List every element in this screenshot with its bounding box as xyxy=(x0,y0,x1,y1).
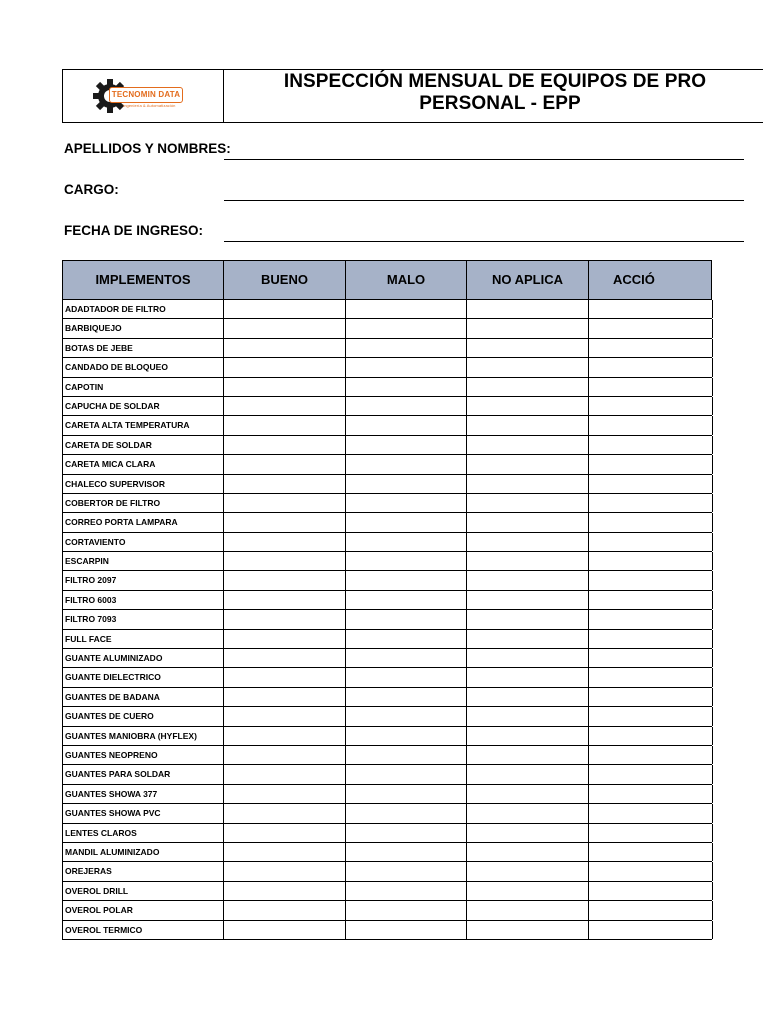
no-aplica-cell[interactable] xyxy=(467,455,589,473)
title-line-2: PERSONAL - EPP xyxy=(419,93,581,114)
malo-cell[interactable] xyxy=(346,901,467,919)
table-row xyxy=(62,610,712,629)
table-row xyxy=(62,785,712,804)
bueno-cell[interactable] xyxy=(224,862,346,880)
no-aplica-cell[interactable] xyxy=(467,649,589,667)
column-header-accion: ACCIÓ xyxy=(613,272,655,287)
page-title xyxy=(225,71,765,115)
accion-cell[interactable] xyxy=(589,746,713,764)
no-aplica-cell[interactable] xyxy=(467,804,589,822)
no-aplica-cell[interactable] xyxy=(467,882,589,900)
table-row xyxy=(62,339,712,358)
item-name-cell: GUANTES DE CUERO xyxy=(63,707,224,725)
table-row xyxy=(62,882,712,901)
malo-cell[interactable] xyxy=(346,707,467,725)
column-header-malo: MALO xyxy=(346,261,467,299)
item-name-cell: BOTAS DE JEBE xyxy=(63,339,224,357)
malo-cell[interactable] xyxy=(346,591,467,609)
no-aplica-cell[interactable] xyxy=(467,785,589,803)
table-row xyxy=(62,746,712,765)
no-aplica-cell[interactable] xyxy=(467,610,589,628)
no-aplica-cell[interactable] xyxy=(467,843,589,861)
bueno-cell[interactable] xyxy=(224,339,346,357)
accion-cell[interactable] xyxy=(589,319,713,337)
table-row xyxy=(62,901,712,920)
bueno-cell[interactable] xyxy=(224,843,346,861)
accion-cell[interactable] xyxy=(589,358,713,376)
bueno-cell[interactable] xyxy=(224,824,346,842)
no-aplica-cell[interactable] xyxy=(467,688,589,706)
table-row xyxy=(62,552,712,571)
no-aplica-cell[interactable] xyxy=(467,668,589,686)
table-row xyxy=(62,804,712,823)
no-aplica-cell[interactable] xyxy=(467,416,589,434)
malo-cell[interactable] xyxy=(346,921,467,939)
malo-cell[interactable] xyxy=(346,378,467,396)
accion-cell[interactable] xyxy=(589,300,713,318)
malo-cell[interactable] xyxy=(346,610,467,628)
accion-cell[interactable] xyxy=(589,571,713,589)
logo-subtext: Ingeniería & Automatización xyxy=(123,103,176,108)
item-name-cell: GUANTES SHOWA 377 xyxy=(63,785,224,803)
table-row xyxy=(62,494,712,513)
accion-cell[interactable] xyxy=(589,649,713,667)
bueno-cell[interactable] xyxy=(224,591,346,609)
item-name-cell: OVEROL POLAR xyxy=(63,901,224,919)
table-row xyxy=(62,416,712,435)
item-name-cell: ESCARPIN xyxy=(63,552,224,570)
accion-cell[interactable] xyxy=(589,397,713,415)
table-row xyxy=(62,921,712,940)
accion-cell[interactable] xyxy=(589,455,713,473)
malo-cell[interactable] xyxy=(346,571,467,589)
malo-cell[interactable] xyxy=(346,513,467,531)
accion-cell[interactable] xyxy=(589,707,713,725)
table-row xyxy=(62,688,712,707)
accion-cell[interactable] xyxy=(589,727,713,745)
accion-cell[interactable] xyxy=(589,785,713,803)
item-name-cell: OVEROL TERMICO xyxy=(63,921,224,939)
item-name-cell: CANDADO DE BLOQUEO xyxy=(63,358,224,376)
malo-cell[interactable] xyxy=(346,765,467,783)
item-name-cell: OREJERAS xyxy=(63,862,224,880)
item-name-cell: CAPUCHA DE SOLDAR xyxy=(63,397,224,415)
no-aplica-cell[interactable] xyxy=(467,901,589,919)
bueno-cell[interactable] xyxy=(224,455,346,473)
bueno-cell[interactable] xyxy=(224,475,346,493)
bueno-cell[interactable] xyxy=(224,552,346,570)
accion-cell[interactable] xyxy=(589,513,713,531)
malo-cell[interactable] xyxy=(346,630,467,648)
malo-cell[interactable] xyxy=(346,552,467,570)
bueno-cell[interactable] xyxy=(224,416,346,434)
bueno-cell[interactable] xyxy=(224,765,346,783)
accion-cell[interactable] xyxy=(589,416,713,434)
table-row xyxy=(62,765,712,784)
bueno-cell[interactable] xyxy=(224,921,346,939)
accion-cell[interactable] xyxy=(589,610,713,628)
no-aplica-cell[interactable] xyxy=(467,513,589,531)
malo-cell[interactable] xyxy=(346,785,467,803)
item-name-cell: CAPOTIN xyxy=(63,378,224,396)
field-line-cargo[interactable] xyxy=(224,200,744,201)
no-aplica-cell[interactable] xyxy=(467,746,589,764)
item-name-cell: MANDIL ALUMINIZADO xyxy=(63,843,224,861)
item-name-cell: FILTRO 7093 xyxy=(63,610,224,628)
logo-cell xyxy=(63,70,224,122)
malo-cell[interactable] xyxy=(346,436,467,454)
no-aplica-cell[interactable] xyxy=(467,397,589,415)
bueno-cell[interactable] xyxy=(224,533,346,551)
accion-cell[interactable] xyxy=(589,688,713,706)
malo-cell[interactable] xyxy=(346,862,467,880)
malo-cell[interactable] xyxy=(346,416,467,434)
column-header-implementos: IMPLEMENTOS xyxy=(63,261,224,299)
no-aplica-cell[interactable] xyxy=(467,475,589,493)
no-aplica-cell[interactable] xyxy=(467,436,589,454)
logo-text: TECNOMIN DATA xyxy=(109,87,183,103)
bueno-cell[interactable] xyxy=(224,746,346,764)
item-name-cell: FULL FACE xyxy=(63,630,224,648)
no-aplica-cell[interactable] xyxy=(467,494,589,512)
malo-cell[interactable] xyxy=(346,339,467,357)
malo-cell[interactable] xyxy=(346,882,467,900)
accion-cell[interactable] xyxy=(589,475,713,493)
no-aplica-cell[interactable] xyxy=(467,824,589,842)
item-name-cell: CARETA ALTA TEMPERATURA xyxy=(63,416,224,434)
accion-cell[interactable] xyxy=(589,668,713,686)
malo-cell[interactable] xyxy=(346,746,467,764)
accion-cell[interactable] xyxy=(589,436,713,454)
malo-cell[interactable] xyxy=(346,300,467,318)
accion-cell[interactable] xyxy=(589,494,713,512)
table-row xyxy=(62,436,712,455)
item-name-cell: FILTRO 2097 xyxy=(63,571,224,589)
accion-cell[interactable] xyxy=(589,552,713,570)
bueno-cell[interactable] xyxy=(224,649,346,667)
malo-cell[interactable] xyxy=(346,668,467,686)
accion-cell[interactable] xyxy=(589,765,713,783)
item-name-cell: FILTRO 6003 xyxy=(63,591,224,609)
table-row xyxy=(62,513,712,532)
no-aplica-cell[interactable] xyxy=(467,591,589,609)
item-name-cell: GUANTES MANIOBRA (HYFLEX) xyxy=(63,727,224,745)
item-name-cell: CORREO PORTA LAMPARA xyxy=(63,513,224,531)
malo-cell[interactable] xyxy=(346,727,467,745)
table-row xyxy=(62,630,712,649)
no-aplica-cell[interactable] xyxy=(467,765,589,783)
accion-cell[interactable] xyxy=(589,339,713,357)
no-aplica-cell[interactable] xyxy=(467,300,589,318)
table-row xyxy=(62,824,712,843)
table-row xyxy=(62,591,712,610)
item-name-cell: GUANTE DIELECTRICO xyxy=(63,668,224,686)
accion-cell[interactable] xyxy=(589,533,713,551)
bueno-cell[interactable] xyxy=(224,378,346,396)
item-name-cell: LENTES CLAROS xyxy=(63,824,224,842)
accion-cell[interactable] xyxy=(589,862,713,880)
malo-cell[interactable] xyxy=(346,397,467,415)
bueno-cell[interactable] xyxy=(224,707,346,725)
bueno-cell[interactable] xyxy=(224,804,346,822)
accion-cell[interactable] xyxy=(589,804,713,822)
no-aplica-cell[interactable] xyxy=(467,319,589,337)
table-row xyxy=(62,649,712,668)
no-aplica-cell[interactable] xyxy=(467,358,589,376)
item-name-cell: GUANTES NEOPRENO xyxy=(63,746,224,764)
table-row xyxy=(62,475,712,494)
item-name-cell: GUANTES DE BADANA xyxy=(63,688,224,706)
item-name-cell: OVEROL DRILL xyxy=(63,882,224,900)
table-row xyxy=(62,455,712,474)
item-name-cell: CARETA DE SOLDAR xyxy=(63,436,224,454)
accion-cell[interactable] xyxy=(589,901,713,919)
table-row xyxy=(62,707,712,726)
bueno-cell[interactable] xyxy=(224,785,346,803)
accion-cell[interactable] xyxy=(589,921,713,939)
accion-cell[interactable] xyxy=(589,591,713,609)
bueno-cell[interactable] xyxy=(224,494,346,512)
no-aplica-cell[interactable] xyxy=(467,571,589,589)
bueno-cell[interactable] xyxy=(224,513,346,531)
no-aplica-cell[interactable] xyxy=(467,727,589,745)
table-row xyxy=(62,397,712,416)
malo-cell[interactable] xyxy=(346,475,467,493)
malo-cell[interactable] xyxy=(346,824,467,842)
malo-cell[interactable] xyxy=(346,688,467,706)
bueno-cell[interactable] xyxy=(224,901,346,919)
item-name-cell: ADADTADOR DE FILTRO xyxy=(63,300,224,318)
table-row xyxy=(62,571,712,590)
no-aplica-cell[interactable] xyxy=(467,707,589,725)
malo-cell[interactable] xyxy=(346,843,467,861)
table-row xyxy=(62,378,712,397)
item-name-cell: CORTAVIENTO xyxy=(63,533,224,551)
malo-cell[interactable] xyxy=(346,804,467,822)
bueno-cell[interactable] xyxy=(224,319,346,337)
no-aplica-cell[interactable] xyxy=(467,339,589,357)
accion-cell[interactable] xyxy=(589,378,713,396)
bueno-cell[interactable] xyxy=(224,610,346,628)
malo-cell[interactable] xyxy=(346,319,467,337)
column-header-no-aplica: NO APLICA xyxy=(467,261,589,299)
no-aplica-cell[interactable] xyxy=(467,921,589,939)
title-line-1: INSPECCIÓN MENSUAL DE EQUIPOS DE PRO xyxy=(283,71,707,92)
bueno-cell[interactable] xyxy=(224,882,346,900)
malo-cell[interactable] xyxy=(346,533,467,551)
table-row xyxy=(62,533,712,552)
item-name-cell: GUANTES PARA SOLDAR xyxy=(63,765,224,783)
field-label-fecha: FECHA DE INGRESO: xyxy=(64,223,204,238)
accion-cell[interactable] xyxy=(589,882,713,900)
inspection-table-body xyxy=(62,300,712,940)
table-row xyxy=(62,358,712,377)
field-label-names: APELLIDOS Y NOMBRES: xyxy=(64,141,231,156)
bueno-cell[interactable] xyxy=(224,630,346,648)
item-name-cell: BARBIQUEJO xyxy=(63,319,224,337)
table-row xyxy=(62,843,712,862)
bueno-cell[interactable] xyxy=(224,668,346,686)
table-row xyxy=(62,862,712,881)
bueno-cell[interactable] xyxy=(224,436,346,454)
no-aplica-cell[interactable] xyxy=(467,862,589,880)
bueno-cell[interactable] xyxy=(224,571,346,589)
accion-cell[interactable] xyxy=(589,843,713,861)
table-row xyxy=(62,300,712,319)
accion-cell[interactable] xyxy=(589,824,713,842)
inspection-table-header xyxy=(62,260,712,300)
item-name-cell: GUANTE ALUMINIZADO xyxy=(63,649,224,667)
bueno-cell[interactable] xyxy=(224,727,346,745)
item-name-cell: COBERTOR DE FILTRO xyxy=(63,494,224,512)
no-aplica-cell[interactable] xyxy=(467,630,589,648)
field-line-fecha[interactable] xyxy=(224,241,744,242)
accion-cell[interactable] xyxy=(589,630,713,648)
malo-cell[interactable] xyxy=(346,494,467,512)
table-row xyxy=(62,319,712,338)
table-row xyxy=(62,727,712,746)
field-label-cargo: CARGO: xyxy=(64,182,119,197)
malo-cell[interactable] xyxy=(346,358,467,376)
document-header xyxy=(62,69,763,123)
item-name-cell: CHALECO SUPERVISOR xyxy=(63,475,224,493)
bueno-cell[interactable] xyxy=(224,300,346,318)
no-aplica-cell[interactable] xyxy=(467,552,589,570)
no-aplica-cell[interactable] xyxy=(467,533,589,551)
column-header-bueno: BUENO xyxy=(224,261,346,299)
no-aplica-cell[interactable] xyxy=(467,378,589,396)
item-name-cell: GUANTES SHOWA PVC xyxy=(63,804,224,822)
bueno-cell[interactable] xyxy=(224,397,346,415)
field-line-names[interactable] xyxy=(224,159,744,160)
bueno-cell[interactable] xyxy=(224,358,346,376)
malo-cell[interactable] xyxy=(346,649,467,667)
bueno-cell[interactable] xyxy=(224,688,346,706)
item-name-cell: CARETA MICA CLARA xyxy=(63,455,224,473)
table-row xyxy=(62,668,712,687)
malo-cell[interactable] xyxy=(346,455,467,473)
